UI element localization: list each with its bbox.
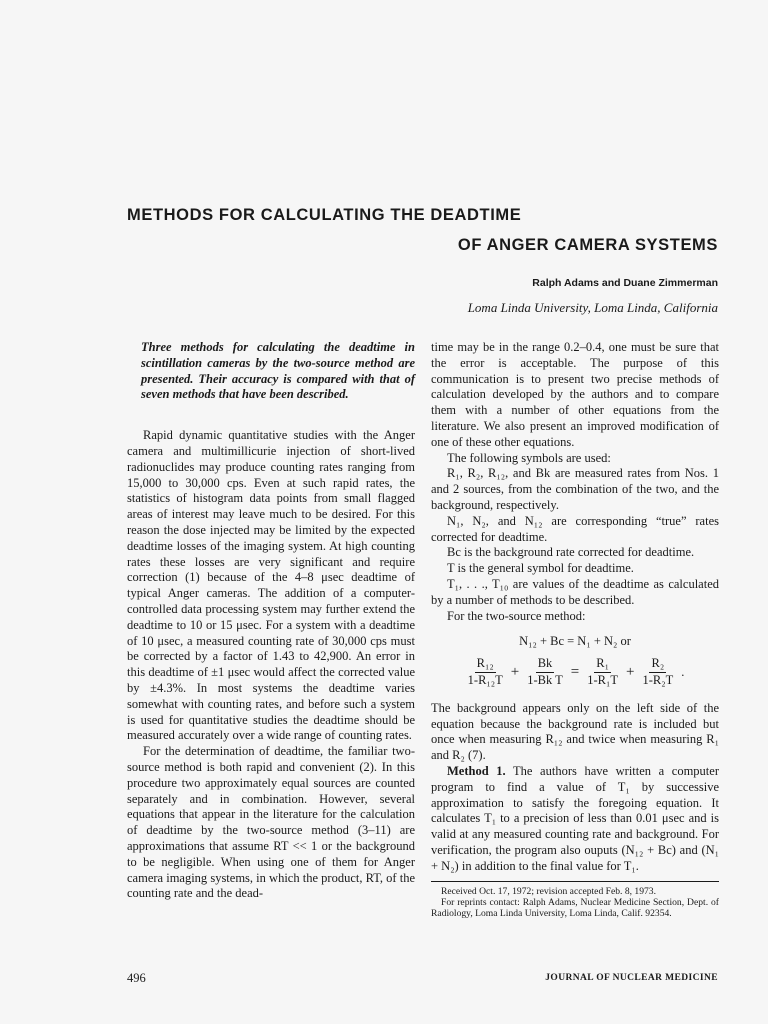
fraction-denominator: 1-R₁T [587, 672, 618, 687]
method-1-label: Method 1. [447, 763, 506, 778]
footnotes [431, 881, 719, 919]
symbol-definition: T is the general symbol for deadtime. [447, 561, 634, 576]
fraction-r2 [640, 656, 675, 689]
fraction-numerator: R₁₂ [475, 656, 496, 673]
article-title-line-2: OF ANGER CAMERA SYSTEMS [457, 236, 718, 254]
symbol-definition: T₁, . . ., T₁₀ are values of the deadtime as calculated by a number of methods to be described. [431, 576, 719, 607]
fraction-bk [525, 656, 565, 689]
body-paragraph: Rapid dynamic quantitative studies with the Anger camera and multimillicurie injection of short-lived radionuclides may produce counting rates ranging from 15,000 to 30,000 cps. Even at such rapid rates, the statistics of histogram data points from small flagged areas of interest may leave much to be desired. For this reason the dose injected may be limited by the expected deadtime losses of the imaging system. At high counting rates these losses are very significant and require correction (1) because of the 4–8 μsec deadtime of typical Anger cameras. The addition of a computer-controlled data processing system may further extend the deadtime to 10 or 15 μsec. For a system with a deadtime of 10 μsec, a measured counting rate of 30,000 cps must be corrected by a factor of 1.43 to 42,900. An error in this deadtime of ±1 μsec would affect the corrected value by ±4.3%. In most systems the deadtime varies somewhat with counting rates, and before such a system is used for quantitative studies the deadtime should be measured accurately over a wide range of counting rates. [127, 428, 415, 743]
symbol-definition: N₁, N₂, and N₁₂ are corresponding “true” rates corrected for deadtime. [431, 513, 719, 544]
left-column [127, 340, 415, 902]
equation-2 [431, 656, 719, 689]
equation-1: N₁₂ + Bc = N₁ + N₂ or [519, 634, 631, 649]
authors: Ralph Adams and Duane Zimmerman [532, 277, 718, 289]
body-paragraph: For the two-source method: [447, 608, 586, 623]
symbol-definition: Bc is the background rate corrected for deadtime. [447, 545, 695, 560]
body-paragraph: For the determination of deadtime, the familiar two-source method is both rapid and convenient (2). In this procedure two approximately equal sources are counted separately and in combination. However, several equations that appear in the literature for the calculation of deadtime by the two-source method (3–11) are approximations that assume RT << 1 or the background to be negligible. When using one of them for Anger camera imaging systems, in which the product, RT, of the counting rate and the dead- [127, 744, 415, 901]
article-title-line-1: METHODS FOR CALCULATING THE DEADTIME [127, 206, 522, 224]
body-paragraph: The following symbols are used: [447, 450, 611, 465]
method-1-text: The authors have written a computer program to find a value of T₁ by successive approximation to satisfy the foregoing equation. It calculates T₁ to a precision of less than 0.01 μsec and is valid at any measured counting rate and background. For verification, the program also ouputs (N₁₂ + Bc) and (N₁ + N₂) in addition to the final value for T₁. [431, 763, 719, 873]
page-number: 496 [127, 971, 146, 985]
right-column [431, 340, 719, 919]
fraction-numerator: Bk [536, 656, 555, 673]
body-paragraph: time may be in the range 0.2–0.4, one must be sure that the error is acceptable. The purpose of this communication is to present two precise methods of calculation developed by the authors and to compare them with a number of other equations from the literature. We also present an improved modification of one of these other equations. [431, 340, 719, 449]
symbol-definition: R₁, R₂, R₁₂, and Bk are measured rates from Nos. 1 and 2 sources, from the combination of the two, and the background, respectively. [431, 466, 719, 512]
fraction-numerator: R₁ [594, 656, 611, 673]
fraction-denominator: 1-R₁₂T [467, 672, 503, 687]
affiliation: Loma Linda University, Loma Linda, California [467, 300, 718, 315]
fraction-denominator: 1-Bk T [527, 672, 563, 687]
method-1-paragraph [431, 764, 719, 875]
fraction-r1 [585, 656, 620, 689]
footnote-received: Received Oct. 17, 1972; revision accepted Feb. 8, 1973. [441, 885, 657, 897]
equation-period: . [681, 664, 685, 679]
footnote-reprints: For reprints contact: Ralph Adams, Nuclear Medicine Section, Dept. of Radiology, Loma Linda University, Loma Linda, Calif. 92354. [431, 896, 719, 919]
journal-name: JOURNAL OF NUCLEAR MEDICINE [545, 973, 718, 983]
equals-sign: = [570, 663, 580, 680]
fraction-numerator: R₂ [649, 656, 666, 673]
fraction-r12 [466, 656, 505, 689]
body-paragraph: The background appears only on the left side of the equation because the background rate is included but once when measuring R₁₂ and twice when measuring R₁ and R₂ (7). [431, 700, 719, 763]
abstract: Three methods for calculating the deadtime in scintillation cameras by the two-source method are presented. Their accuracy is compared with that of seven methods that have been described. [141, 340, 415, 402]
plus-sign: + [626, 663, 635, 680]
plus-sign: + [510, 663, 520, 680]
fraction-denominator: 1-R₂T [642, 672, 674, 687]
